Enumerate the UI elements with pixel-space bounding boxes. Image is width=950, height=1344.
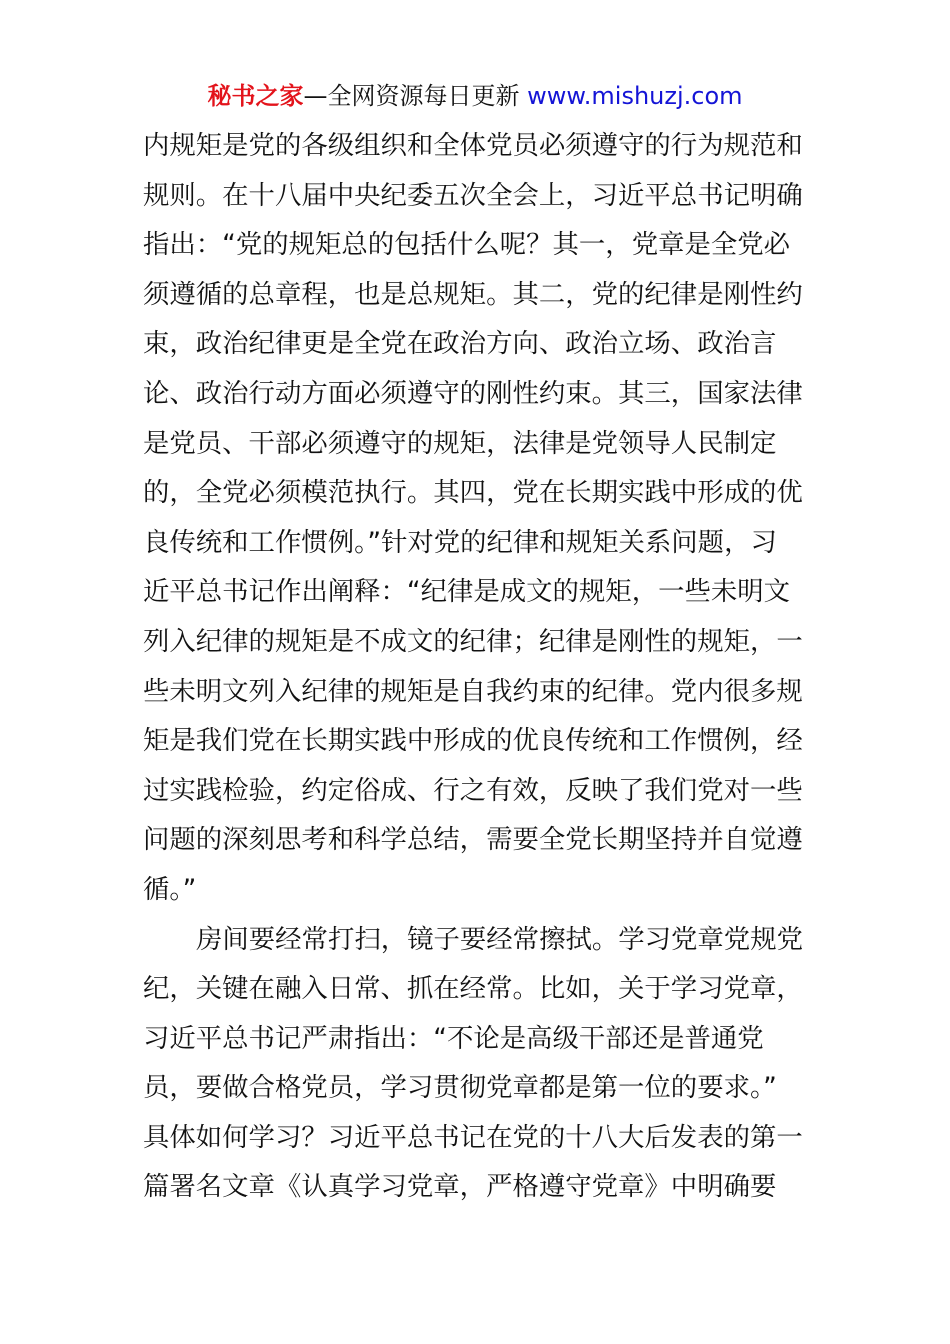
- text-line: 指出：“党的规矩总的包括什么呢？其一，党章是全党必: [143, 229, 791, 261]
- text-line: 问题的深刻思考和科学总结，需要全党长期坚持并自觉遵: [143, 824, 803, 856]
- website-link[interactable]: www.mishuzj.com: [527, 82, 743, 110]
- text-line: 论、政治行动方面必须遵守的刚性约束。其三，国家法律: [143, 377, 803, 409]
- text-line: 过实践检验，约定俗成、行之有效，反映了我们党对一些: [143, 774, 803, 806]
- text-line: 矩是我们党在长期实践中形成的优良传统和工作惯例，经: [143, 725, 803, 757]
- text-line: 束，政治纪律更是全党在政治方向、政治立场、政治言: [143, 328, 777, 360]
- text-line: 须遵循的总章程，也是总规矩。其二，党的纪律是刚性约: [143, 278, 803, 310]
- brand-name: 秘书之家: [207, 82, 304, 110]
- text-line: 内规矩是党的各级组织和全体党员必须遵守的行为规范和: [143, 130, 803, 161]
- text-line: 良传统和工作惯例。”针对党的纪律和规矩关系问题，习: [143, 526, 777, 558]
- text-line: 具体如何学习？习近平总书记在党的十八大后发表的第一: [143, 1121, 803, 1153]
- paragraph-first-line: 房间要经常打扫，镜子要经常擦拭。学习党章党规党: [196, 923, 803, 955]
- text-line: 循。”: [143, 873, 197, 905]
- header-tagline: —全网资源每日更新: [303, 82, 528, 110]
- text-line: 员，要做合格党员，学习贯彻党章都是第一位的要求。”: [143, 1072, 777, 1104]
- text-line: 纪，关键在融入日常、抓在经常。比如，关于学习党章，: [143, 973, 803, 1005]
- text-line: 列入纪律的规矩是不成文的纪律；纪律是刚性的规矩，一: [143, 625, 803, 657]
- text-line: 近平总书记作出阐释：“纪律是成文的规矩，一些未明文: [143, 576, 791, 608]
- text-line: 习近平总书记严肃指出：“不论是高级干部还是普通党: [143, 1022, 764, 1054]
- text-line: 规则。在十八届中央纪委五次全会上，习近平总书记明确: [143, 179, 803, 211]
- page-header: [0, 79, 950, 113]
- text-line: 篇署名文章《认真学习党章，严格遵守党章》中明确要: [143, 1171, 777, 1203]
- article-body: [143, 121, 808, 1212]
- text-line: 些未明文列入纪律的规矩是自我约束的纪律。党内很多规: [143, 675, 803, 707]
- text-line: 的，全党必须模范执行。其四，党在长期实践中形成的优: [143, 477, 803, 509]
- text-line: 是党员、干部必须遵守的规矩，法律是党领导人民制定: [143, 427, 777, 459]
